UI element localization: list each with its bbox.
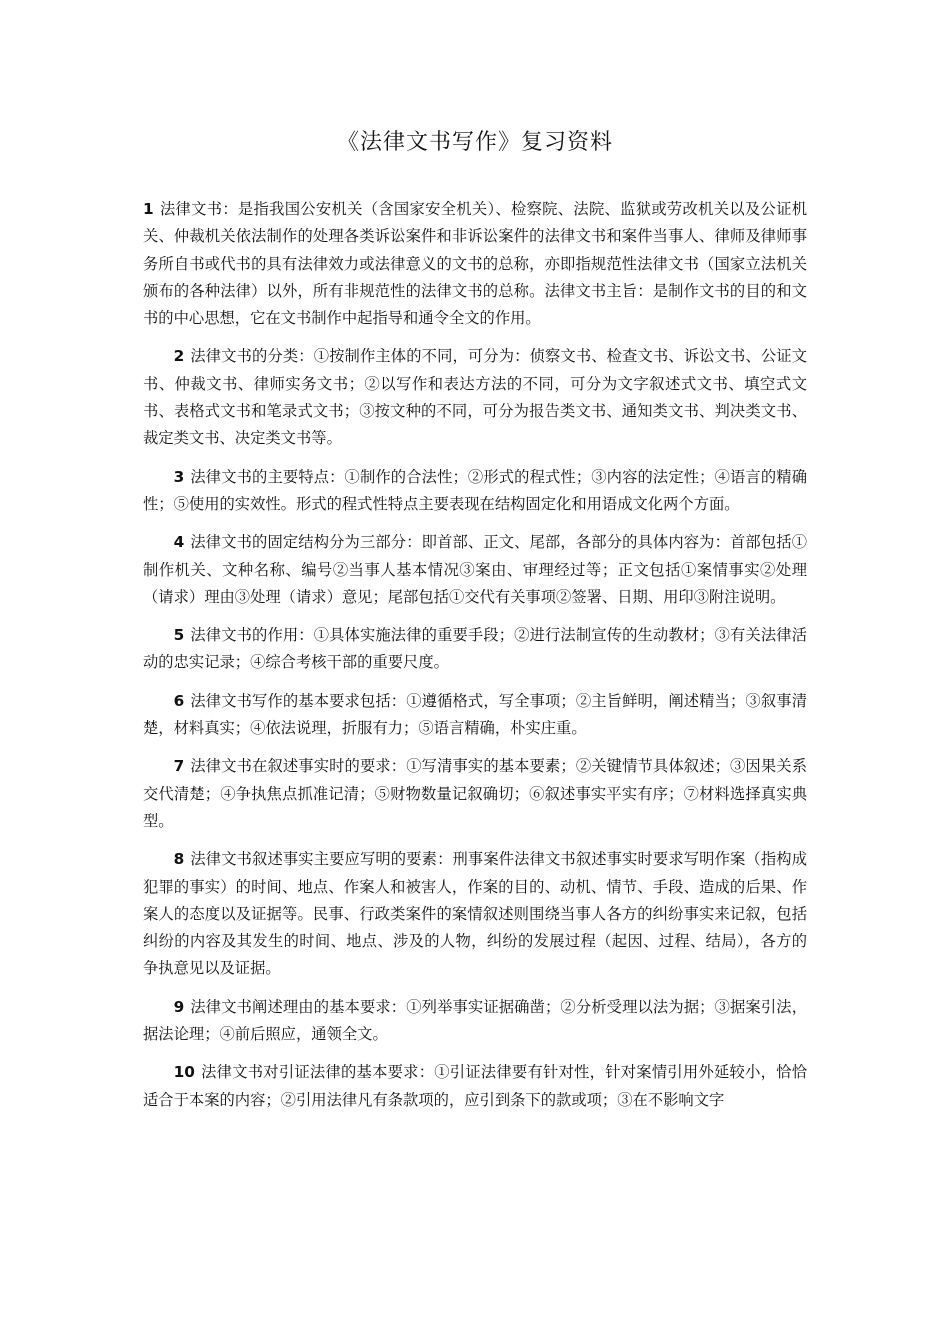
paragraph-number: 3 [173,467,185,486]
paragraph-4 [143,529,807,611]
paragraph-6 [143,688,807,743]
paragraph-9 [143,994,807,1049]
paragraph-number: 5 [173,626,185,645]
paragraph-text: 法律文书：是指我国公安机关（含国家安全机关）、检察院、法院、监狱或劳改机关以及公证机关、仲裁机关依法制作的处理各类诉讼案件和非诉讼案件的法律文书和案件当事人、律师及律师事务所自书或代书的具有法律效力或法律意义的文书的总称，亦即指规范性法律文书（国家立法机关颁布的各种法律）以外，所有非规范性的法律文书的总称。法律文书主旨：是制作文书的目的和文书的中心思想，它在文书制作中起指导和通令全文的作用。 [143,200,807,328]
paragraph-text: 法律文书的主要特点：①制作的合法性；②形式的程式性；③内容的法定性；④语言的精确性；⑤使用的实效性。形式的程式性特点主要表现在结构固定化和用语成文化两个方面。 [143,467,807,513]
paragraph-2 [143,343,807,452]
paragraph-number: 1 [143,200,154,218]
paragraph-number: 8 [173,850,185,869]
paragraph-text: 法律文书在叙述事实时的要求：①写清事实的基本要素；②关键情节具体叙述；③因果关系交代清楚；④争执焦点抓准记清；⑤财物数量记叙确切；⑥叙述事实平实有序；⑦材料选择真实典型。 [143,757,807,830]
paragraph-text: 法律文书的分类：①按制作主体的不同，可分为：侦察文书、检查文书、诉讼文书、公证文书、仲裁文书、律师实务文书；②以写作和表达方法的不同，可分为文字叙述式文书、填空式文书、表格式文书和笔录式文书；③按文种的不同，可分为报告类文书、通知类文书、判决类文书、裁定类文书、决定类文书等。 [143,347,807,448]
paragraph-number: 7 [173,757,185,776]
paragraph-5 [143,622,807,677]
paragraph-10 [143,1059,807,1114]
paragraph-text: 法律文书阐述理由的基本要求：①列举事实证据确凿；②分析受理以法为据；③据案引法，据法论理；④前后照应，通领全文。 [143,997,807,1044]
paragraph-number: 10 [173,1063,195,1082]
paragraph-3 [143,464,807,519]
paragraph-8 [143,846,807,982]
document-page [143,128,807,1125]
paragraph-text: 法律文书的作用：①具体实施法律的重要手段；②进行法制宣传的生动教材；③有关法律活动的忠实记录；④综合考核干部的重要尺度。 [143,626,807,672]
paragraph-text: 法律文书写作的基本要求包括：①遵循格式，写全事项；②主旨鲜明，阐述精当；③叙事清楚，材料真实；④依法说理，折服有力；⑤语言精确，朴实庄重。 [143,691,807,738]
paragraph-text: 法律文书叙述事实主要应写明的要素：刑事案件法律文书叙述事实时要求写明作案（指构成犯罪的事实）的时间、地点、作案人和被害人，作案的目的、动机、情节、手段、造成的后果、作案人的态度以及证据等。民事、行政类案件的案情叙述则围绕当事人各方的纠纷事实来记叙，包括纠纷的内容及其发生的时间、地点、涉及的人物，纠纷的发展过程（起因、过程、结局），各方的争执意见以及证据。 [143,850,807,978]
paragraph-text: 法律文书对引证法律的基本要求：①引证法律要有针对性，针对案情引用外延较小，恰恰适合于本案的内容；②引用法律凡有条款项的，应引到条下的款或项；③在不影响文字 [143,1063,807,1109]
paragraph-text: 法律文书的固定结构分为三部分：即首部、正文、尾部，各部分的具体内容为：首部包括①制作机关、文种名称、编号②当事人基本情况③案由、审理经过等；正文包括①案情事实②处理（请求）理由③处理（请求）意见；尾部包括①交代有关事项②签署、日期、用印③附注说明。 [143,533,807,606]
document-title: 《法律文书写作》复习资料 [336,130,613,155]
paragraph-number: 2 [173,347,185,366]
paragraph-number: 9 [173,997,185,1016]
paragraph-7 [143,753,807,835]
paragraph-number: 4 [173,533,185,552]
paragraph-number: 6 [173,691,185,710]
paragraph-1 [143,196,807,332]
